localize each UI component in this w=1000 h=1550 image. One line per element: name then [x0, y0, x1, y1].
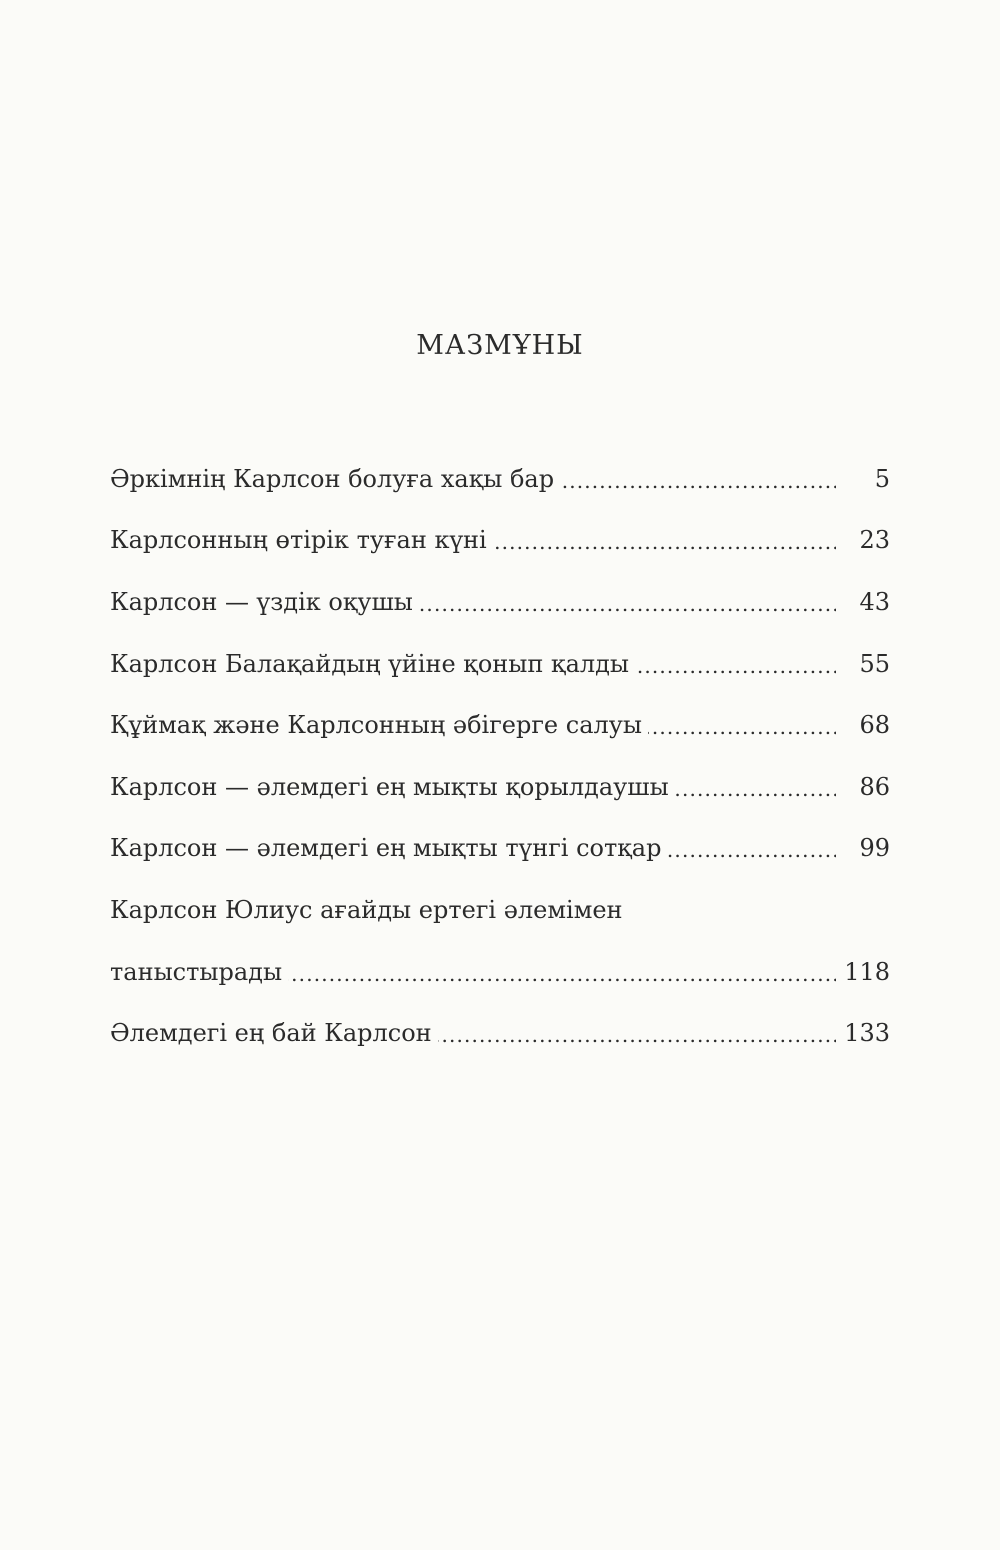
toc-entry-page: 55: [859, 649, 890, 678]
toc-entry-page: 68: [859, 711, 890, 740]
toc-entry-label: Әлемдегі ең бай Карлсон: [110, 1019, 432, 1048]
toc-entry: [110, 633, 890, 695]
toc-entry: [110, 510, 890, 572]
leader-dots: [667, 836, 836, 860]
toc-entry-label: Карлсон — әлемдегі ең мықты қорылдаушы: [110, 772, 669, 801]
toc-entry-page: 133: [844, 1019, 890, 1048]
leader-dots: [419, 590, 836, 614]
leader-dots: [675, 775, 836, 799]
toc-entry: [110, 756, 890, 818]
leader-dots: [560, 467, 836, 491]
toc-entry-page: 118: [844, 957, 890, 986]
toc-entry: [110, 1002, 890, 1064]
leader-dots: [635, 652, 836, 676]
toc-entry: [110, 448, 890, 510]
leader-dots: [438, 1021, 836, 1045]
toc-entry-label: Карлсон — үздік оқушы: [110, 587, 413, 616]
toc-entry-first-line: [110, 879, 890, 941]
toc-entry-label: Карлсон Балақайдың үйіне қонып қалды: [110, 649, 629, 678]
toc-entry-page: 43: [859, 587, 890, 616]
toc-entry-label: Карлсон — әлемдегі ең мықты түнгі сотқар: [110, 834, 662, 863]
toc-entry-label: Әркімнің Карлсон болуға хақы бар: [110, 464, 555, 493]
toc-entry-page: 86: [859, 772, 890, 801]
toc-entry-label-line1: Карлсон Юлиус ағайды ертегі әлемімен: [110, 895, 623, 924]
leader-dots: [288, 960, 836, 984]
leader-dots: [648, 713, 836, 737]
toc-entry: [110, 694, 890, 756]
table-of-contents: [110, 448, 890, 1064]
toc-entry: [110, 941, 890, 1003]
toc-entry-label: Құймақ және Карлсонның әбігерге салуы: [110, 711, 642, 740]
toc-entry-page: 23: [859, 526, 890, 555]
toc-entry-page: 5: [874, 464, 890, 493]
toc-entry-page: 99: [859, 834, 890, 863]
toc-entry-label: таныстырады: [110, 957, 283, 986]
toc-title: МАЗМҰНЫ: [416, 330, 584, 361]
toc-entry: [110, 571, 890, 633]
toc-entry: [110, 818, 890, 880]
leader-dots: [493, 528, 836, 552]
toc-entry-label: Карлсонның өтірік туған күні: [110, 526, 487, 555]
